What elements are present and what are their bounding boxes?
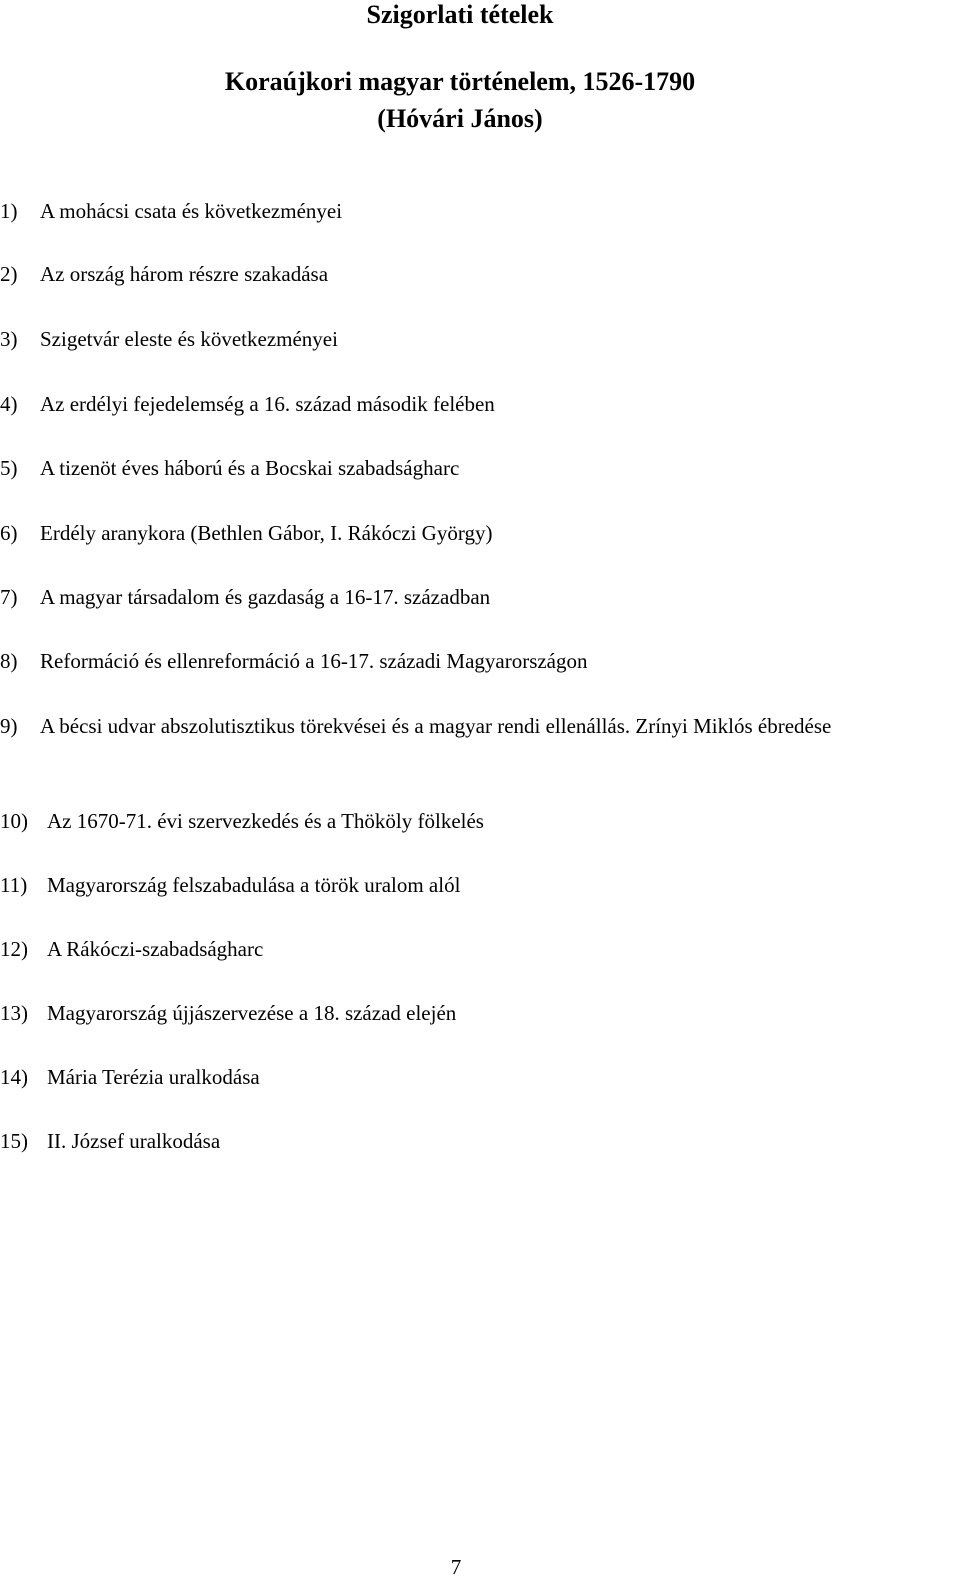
topic-text: Az ország három részre szakadása: [40, 262, 329, 286]
topic-text: A bécsi udvar abszolutisztikus törekvései és a magyar rendi ellenállás. Zrínyi Miklós ébredése: [40, 714, 832, 738]
topic-text: A Rákóczi-szabadságharc: [47, 937, 264, 961]
topic-number: 12): [0, 937, 28, 961]
topic-text: Az 1670-71. évi szervezkedés és a Thököly fölkelés: [47, 809, 484, 833]
topic-number: 1): [0, 199, 18, 223]
topic-text: Magyarország újjászervezése a 18. század elején: [47, 1001, 457, 1025]
topic-item: [0, 582, 490, 612]
topic-text: A tizenöt éves háború és a Bocskai szabadságharc: [40, 456, 460, 480]
topic-number: 6): [0, 521, 18, 545]
topic-number: 11): [0, 873, 28, 897]
topic-item: [0, 518, 492, 548]
topic-text: Magyarország felszabadulása a török uralom alól: [47, 873, 461, 897]
topic-item: [0, 870, 460, 900]
topic-number: 9): [0, 714, 18, 738]
topic-item: [0, 1126, 220, 1156]
lecturer-name: (Hóvári János): [377, 104, 543, 133]
topic-item: [0, 324, 338, 354]
topic-number: 7): [0, 585, 18, 609]
topic-item: [0, 711, 920, 741]
topic-item: [0, 1062, 260, 1092]
topic-text: Szigetvár eleste és következményei: [40, 327, 338, 351]
topic-item: [0, 934, 263, 964]
topic-item: [0, 453, 459, 483]
topic-number: 3): [0, 327, 18, 351]
topic-number: 4): [0, 392, 18, 416]
topic-item: [0, 259, 328, 289]
topic-item: [0, 196, 342, 226]
topic-text: Mária Terézia uralkodása: [47, 1065, 260, 1089]
topic-number: 10): [0, 809, 28, 833]
topic-number: 15): [0, 1129, 28, 1153]
topic-text: Az erdélyi fejedelemség a 16. század második felében: [40, 392, 495, 416]
topic-text: II. József uralkodása: [47, 1129, 221, 1153]
topic-item: [0, 646, 588, 676]
topic-item: [0, 806, 484, 836]
topic-text: A magyar társadalom és gazdaság a 16-17. században: [40, 585, 491, 609]
topic-number: 13): [0, 1001, 28, 1025]
topic-item: [0, 998, 456, 1028]
topic-item: [0, 389, 495, 419]
topic-number: 14): [0, 1065, 28, 1089]
page-number: 7: [450, 1555, 462, 1579]
topic-text: A mohácsi csata és következményei: [40, 199, 343, 223]
topic-number: 2): [0, 262, 18, 286]
topic-number: 8): [0, 649, 18, 673]
course-title: Koraújkori magyar történelem, 1526-1790: [224, 67, 696, 96]
topic-text: Reformáció és ellenreformáció a 16-17. századi Magyarországon: [40, 649, 588, 673]
topic-text: Erdély aranykora (Bethlen Gábor, I. Rákóczi György): [40, 521, 493, 545]
topic-number: 5): [0, 456, 18, 480]
page-heading: Szigorlati tételek: [366, 0, 554, 29]
